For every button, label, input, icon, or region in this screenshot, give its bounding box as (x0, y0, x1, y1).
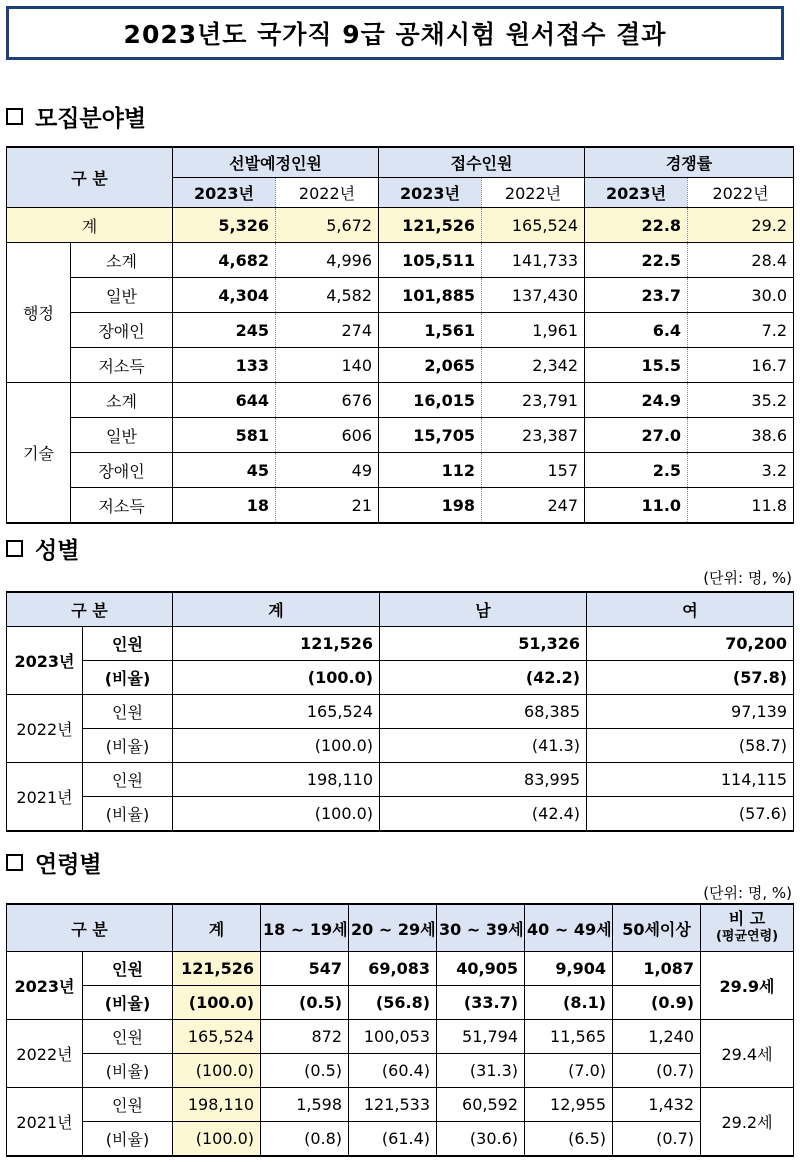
year-label: 2021년 (7, 1088, 83, 1157)
cell: 165,524 (482, 208, 585, 243)
cell: 51,794 (437, 1020, 525, 1054)
cell: 606 (276, 418, 379, 453)
cell: (100.0) (173, 729, 380, 763)
cell: 68,385 (380, 695, 587, 729)
cell: 45 (173, 453, 276, 488)
cell: 114,115 (587, 763, 794, 797)
table-row (7, 488, 794, 524)
section-heading-field (6, 100, 146, 133)
cell: 1,087 (613, 952, 701, 986)
cell: (100.0) (173, 661, 380, 695)
cell: 38.6 (688, 418, 794, 453)
cell: (7.0) (525, 1054, 613, 1088)
cell: 4,304 (173, 278, 276, 313)
cell: 97,139 (587, 695, 794, 729)
cell: 12,955 (525, 1088, 613, 1122)
cell: 60,592 (437, 1088, 525, 1122)
checkbox-square-icon (6, 108, 23, 125)
cell: 274 (276, 313, 379, 348)
header-note-title: 비 고 (728, 909, 766, 928)
page-title (6, 6, 784, 60)
cell: 83,995 (380, 763, 587, 797)
row-label: (비율) (83, 797, 173, 832)
field-table (6, 146, 794, 524)
cell: 16.7 (688, 348, 794, 383)
cell: 70,200 (587, 627, 794, 661)
year-label: 2022년 (7, 695, 83, 763)
row-label: 장애인 (71, 453, 173, 488)
cell: 100,053 (349, 1020, 437, 1054)
row-label: (비율) (83, 1054, 173, 1088)
table-row (7, 383, 794, 418)
header-year: 2022년 (688, 178, 794, 208)
table-row (7, 661, 794, 695)
cell: 121,526 (173, 627, 380, 661)
cell: 23.7 (585, 278, 688, 313)
header-seonbal: 선발예정인원 (173, 147, 379, 178)
row-label: (비율) (83, 661, 173, 695)
cell: 2,342 (482, 348, 585, 383)
cell: (100.0) (173, 986, 261, 1020)
cell: (41.3) (380, 729, 587, 763)
cell: (57.8) (587, 661, 794, 695)
cell: 23,387 (482, 418, 585, 453)
header-year: 2023년 (585, 178, 688, 208)
cell: 141,733 (482, 243, 585, 278)
year-label: 2022년 (7, 1020, 83, 1088)
cell: 157 (482, 453, 585, 488)
table-row (7, 243, 794, 278)
cell: 15.5 (585, 348, 688, 383)
header-year: 2022년 (276, 178, 379, 208)
table-row (7, 695, 794, 729)
row-label: 인원 (83, 1020, 173, 1054)
header-total: 계 (173, 592, 380, 627)
cell: (0.7) (613, 1054, 701, 1088)
row-label: 저소득 (71, 348, 173, 383)
year-label: 2023년 (7, 952, 83, 1020)
cell: 4,682 (173, 243, 276, 278)
row-label: 인원 (83, 1088, 173, 1122)
cell: 5,326 (173, 208, 276, 243)
cell: 2.5 (585, 453, 688, 488)
cell: 6.4 (585, 313, 688, 348)
cell: 105,511 (379, 243, 482, 278)
cell: 165,524 (173, 695, 380, 729)
row-label: 인원 (83, 695, 173, 729)
cell: 247 (482, 488, 585, 524)
cell: 137,430 (482, 278, 585, 313)
cell: 198 (379, 488, 482, 524)
cell: 21 (276, 488, 379, 524)
cell: 11.0 (585, 488, 688, 524)
header-gyeongjaeng: 경쟁률 (585, 147, 794, 178)
cell: (100.0) (173, 797, 380, 832)
row-label: 일반 (71, 418, 173, 453)
cell: 198,110 (173, 1088, 261, 1122)
row-label: 인원 (83, 763, 173, 797)
row-label: (비율) (83, 986, 173, 1020)
cell: 15,705 (379, 418, 482, 453)
group-label: 행정 (7, 243, 71, 383)
header-age: 40 ~ 49세 (525, 904, 613, 952)
header-age: 50세이상 (613, 904, 701, 952)
cell: (33.7) (437, 986, 525, 1020)
cell: 22.8 (585, 208, 688, 243)
table-row (7, 313, 794, 348)
cell: 676 (276, 383, 379, 418)
header-gubun: 구 분 (7, 592, 173, 627)
cell: (60.4) (349, 1054, 437, 1088)
cell: 140 (276, 348, 379, 383)
cell: 121,526 (379, 208, 482, 243)
cell: 22.5 (585, 243, 688, 278)
header-year: 2023년 (173, 178, 276, 208)
cell: 872 (261, 1020, 349, 1054)
cell: (0.7) (613, 1122, 701, 1157)
cell: (100.0) (173, 1054, 261, 1088)
table-row (7, 729, 794, 763)
header-gubun: 구 분 (7, 147, 173, 208)
cell: 28.4 (688, 243, 794, 278)
row-label: (비율) (83, 1122, 173, 1157)
header-male: 남 (380, 592, 587, 627)
cell: 1,432 (613, 1088, 701, 1122)
cell: 3.2 (688, 453, 794, 488)
unit-note: (단위: 명, %) (703, 884, 792, 902)
avg-age: 29.9세 (701, 952, 794, 1020)
cell: 4,582 (276, 278, 379, 313)
group-label: 기술 (7, 383, 71, 524)
row-label: 인원 (83, 952, 173, 986)
cell: (56.8) (349, 986, 437, 1020)
cell: 581 (173, 418, 276, 453)
cell: (30.6) (437, 1122, 525, 1157)
cell: (57.6) (587, 797, 794, 832)
table-row (7, 348, 794, 383)
cell: (100.0) (173, 1122, 261, 1157)
table-row (7, 952, 794, 986)
cell: 30.0 (688, 278, 794, 313)
cell: 27.0 (585, 418, 688, 453)
unit-note: (단위: 명, %) (703, 569, 792, 587)
row-label: 장애인 (71, 313, 173, 348)
cell: 24.9 (585, 383, 688, 418)
cell: 121,526 (173, 952, 261, 986)
cell: 1,961 (482, 313, 585, 348)
cell: 1,240 (613, 1020, 701, 1054)
header-jeopsu: 접수인원 (379, 147, 585, 178)
header-age: 30 ~ 39세 (437, 904, 525, 952)
cell: (31.3) (437, 1054, 525, 1088)
cell: 18 (173, 488, 276, 524)
cell: 35.2 (688, 383, 794, 418)
cell: (8.1) (525, 986, 613, 1020)
row-label: 계 (7, 208, 173, 243)
cell: 112 (379, 453, 482, 488)
cell: 5,672 (276, 208, 379, 243)
checkbox-square-icon (6, 540, 23, 557)
checkbox-square-icon (6, 854, 23, 871)
cell: 69,083 (349, 952, 437, 986)
cell: 644 (173, 383, 276, 418)
row-label: 일반 (71, 278, 173, 313)
cell: 40,905 (437, 952, 525, 986)
cell: (58.7) (587, 729, 794, 763)
cell: 1,561 (379, 313, 482, 348)
table-row (7, 453, 794, 488)
section-heading-gender (6, 532, 79, 565)
cell: (6.5) (525, 1122, 613, 1157)
cell: 133 (173, 348, 276, 383)
cell: 9,904 (525, 952, 613, 986)
table-row (7, 1054, 794, 1088)
avg-age: 29.2세 (701, 1088, 794, 1157)
row-label: 소계 (71, 243, 173, 278)
cell: 49 (276, 453, 379, 488)
cell: 51,326 (380, 627, 587, 661)
table-row (7, 986, 794, 1020)
cell: 547 (261, 952, 349, 986)
cell: 245 (173, 313, 276, 348)
page-title-text: 2023년도 국가직 9급 공채시험 원서접수 결과 (123, 20, 667, 49)
table-row (7, 1122, 794, 1157)
avg-age: 29.4세 (701, 1020, 794, 1088)
header-total: 계 (173, 904, 261, 952)
cell: 7.2 (688, 313, 794, 348)
row-label: 인원 (83, 627, 173, 661)
table-row (7, 627, 794, 661)
cell: 11,565 (525, 1020, 613, 1054)
cell: (0.5) (261, 1054, 349, 1088)
year-label: 2023년 (7, 627, 83, 695)
cell: (0.9) (613, 986, 701, 1020)
row-label: 소계 (71, 383, 173, 418)
cell: 4,996 (276, 243, 379, 278)
header-note (701, 904, 794, 952)
table-row (7, 1088, 794, 1122)
table-row (7, 1020, 794, 1054)
cell: 2,065 (379, 348, 482, 383)
gender-table (6, 591, 794, 832)
header-year: 2022년 (482, 178, 585, 208)
table-row (7, 418, 794, 453)
section-heading-text: 모집분야별 (35, 106, 147, 132)
cell: 1,598 (261, 1088, 349, 1122)
table-row (7, 763, 794, 797)
header-note-sub: (평균연령) (715, 929, 779, 944)
table-row (7, 797, 794, 832)
section-heading-text: 성별 (35, 538, 80, 564)
header-gubun: 구 분 (7, 904, 173, 952)
cell: 11.8 (688, 488, 794, 524)
cell: 29.2 (688, 208, 794, 243)
total-row (7, 208, 794, 243)
cell: (42.4) (380, 797, 587, 832)
cell: 101,885 (379, 278, 482, 313)
cell: 198,110 (173, 763, 380, 797)
cell: (0.5) (261, 986, 349, 1020)
row-label: 저소득 (71, 488, 173, 524)
cell: 23,791 (482, 383, 585, 418)
section-heading-age (6, 846, 102, 879)
cell: (42.2) (380, 661, 587, 695)
cell: (0.8) (261, 1122, 349, 1157)
age-table (6, 903, 794, 1157)
cell: (61.4) (349, 1122, 437, 1157)
section-heading-text: 연령별 (35, 852, 102, 878)
header-age: 18 ~ 19세 (261, 904, 349, 952)
year-label: 2021년 (7, 763, 83, 832)
table-row (7, 278, 794, 313)
cell: 165,524 (173, 1020, 261, 1054)
header-year: 2023년 (379, 178, 482, 208)
header-female: 여 (587, 592, 794, 627)
header-age: 20 ~ 29세 (349, 904, 437, 952)
row-label: (비율) (83, 729, 173, 763)
cell: 16,015 (379, 383, 482, 418)
cell: 121,533 (349, 1088, 437, 1122)
